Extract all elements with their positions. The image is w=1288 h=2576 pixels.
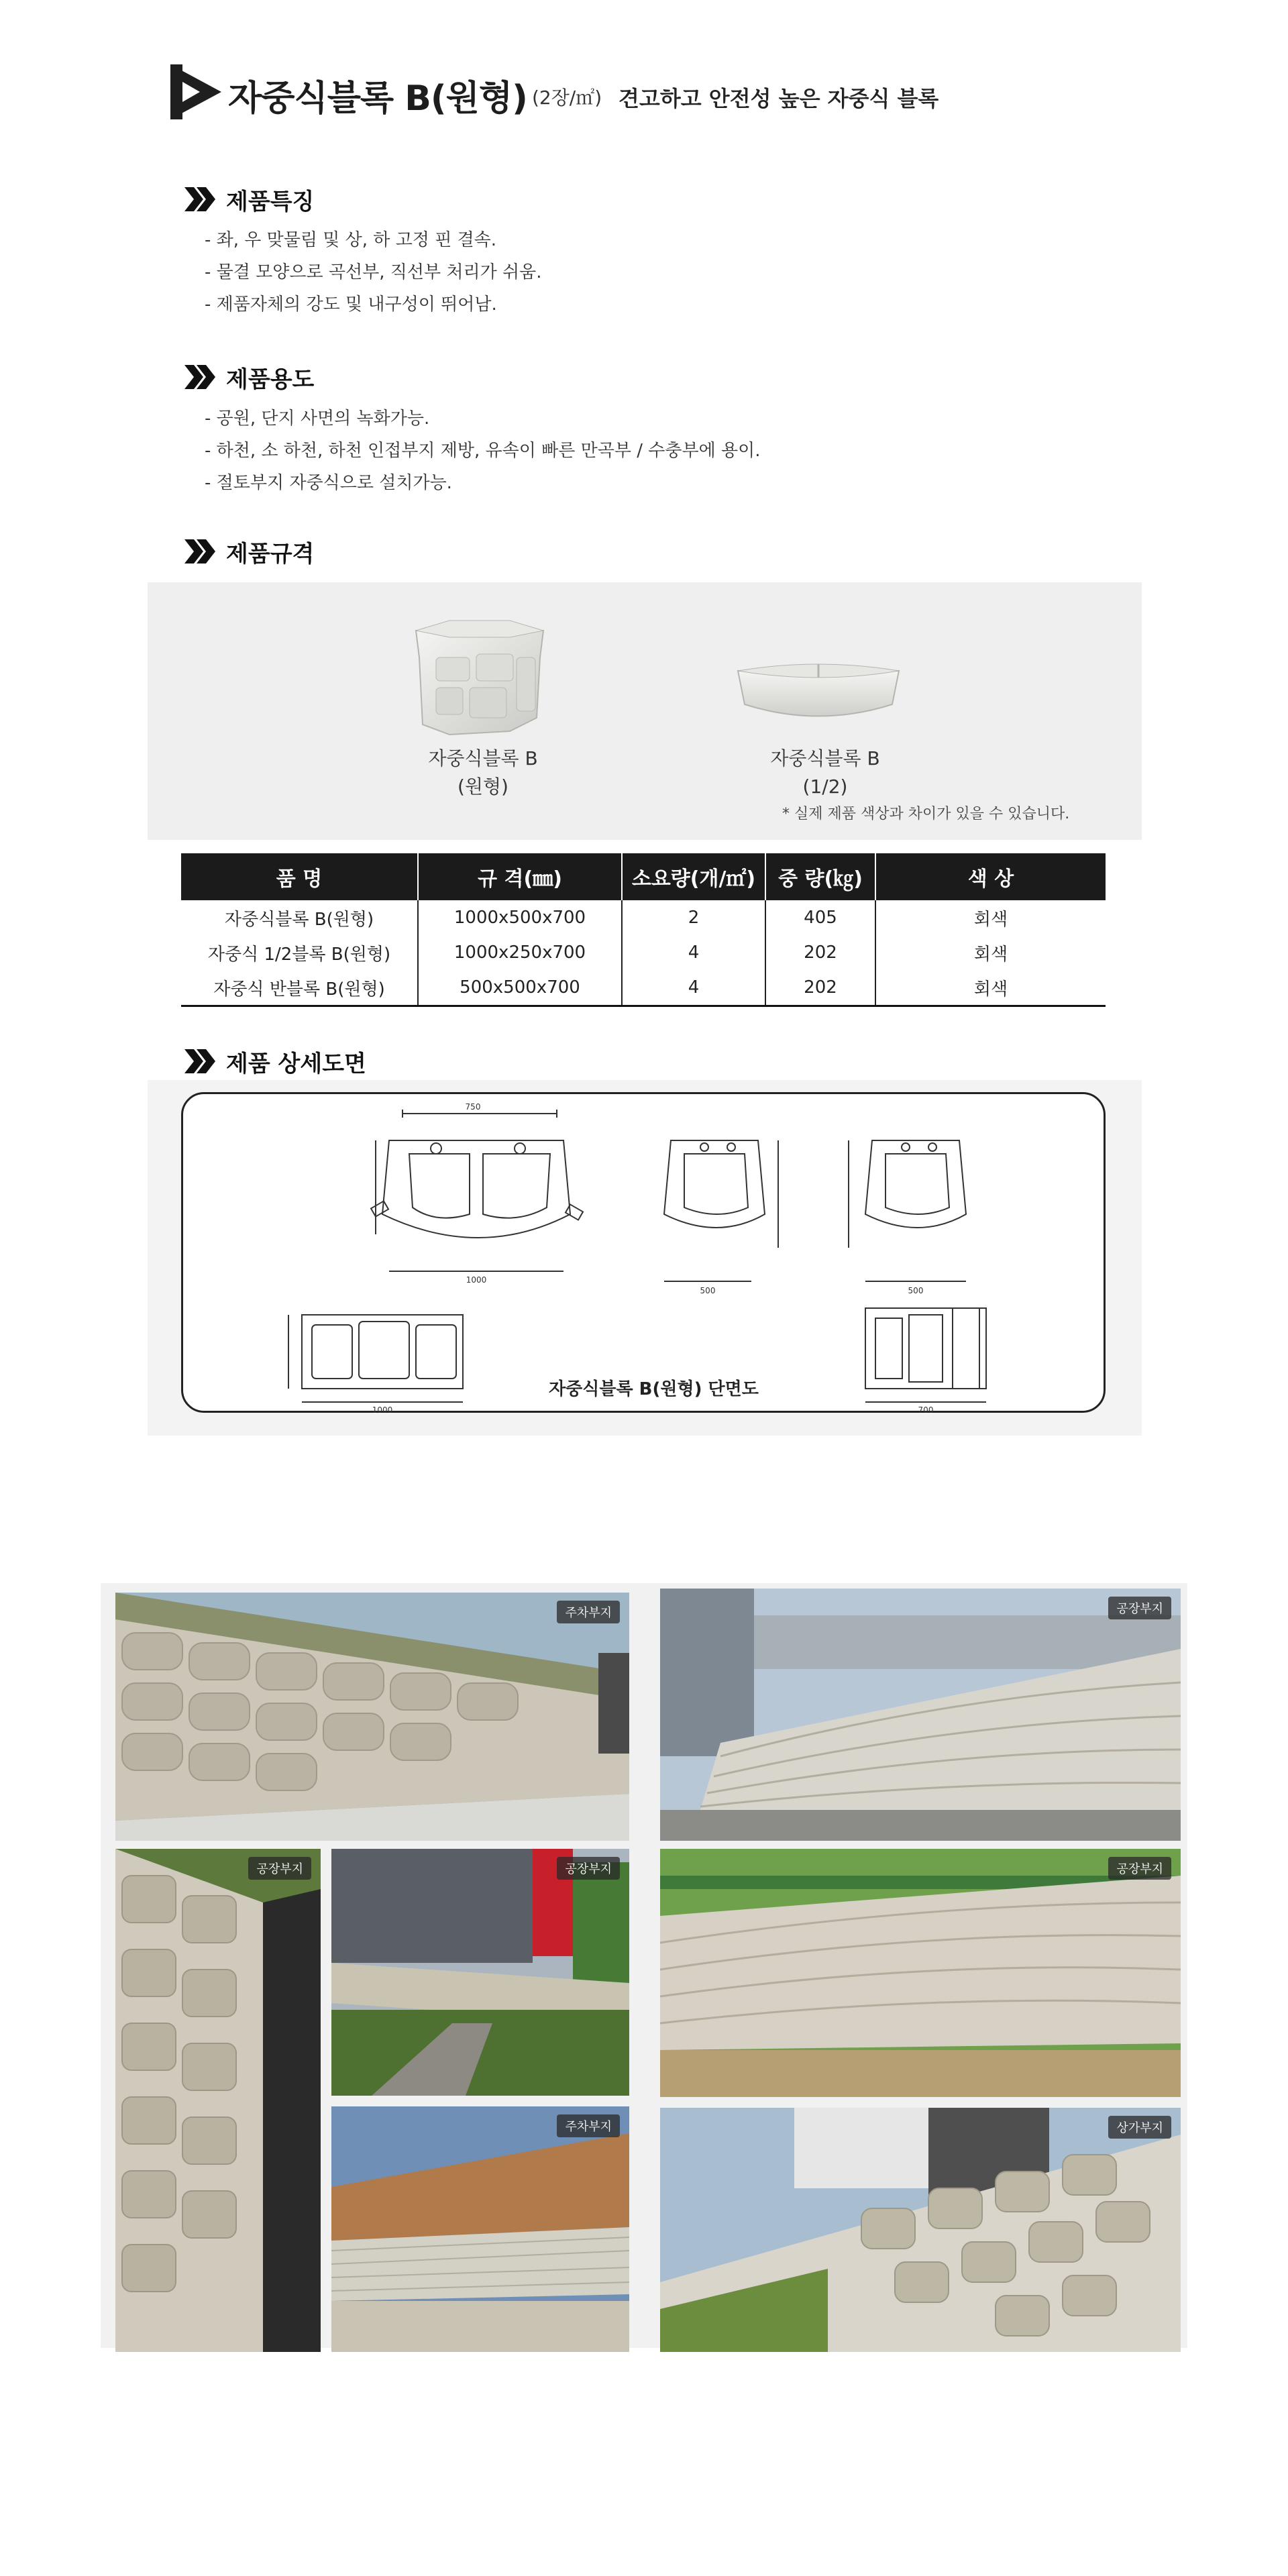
half-block-side-drawing bbox=[839, 1127, 986, 1295]
spec-image-panel bbox=[148, 582, 1142, 840]
photo-label: 공장부지 bbox=[1108, 1597, 1171, 1619]
site-photo-factory-3 bbox=[331, 1849, 629, 2096]
table-cell: 4 bbox=[622, 935, 765, 970]
dim-label-right: 500 bbox=[908, 1286, 924, 1295]
photo-label: 주차부지 bbox=[557, 2114, 620, 2137]
table-cell: 회색 bbox=[973, 909, 1008, 930]
title-description: 견고하고 안전성 높은 자중식 블록 bbox=[619, 86, 939, 111]
photo-label: 상가부지 bbox=[1108, 2116, 1171, 2139]
col-header-size: 규 격(㎜) bbox=[418, 853, 622, 900]
side-view-drawing bbox=[275, 1301, 476, 1415]
table-cell: 1000x500x700 bbox=[418, 900, 622, 935]
col-header-name: 품 명 bbox=[181, 853, 418, 900]
product2-name: 자중식블록 B bbox=[770, 747, 880, 769]
list-item: - 하천, 소 하천, 하천 인접부지 제방, 유속이 빠른 만곡부 / 수충부에 용이. bbox=[205, 441, 761, 461]
photo-label: 주차부지 bbox=[557, 1601, 620, 1623]
usage-heading-text: 제품용도 bbox=[226, 366, 315, 393]
features-heading bbox=[184, 184, 314, 214]
table-cell: 자중식 1/2블록 B(원형) bbox=[181, 935, 418, 970]
site-photo-factory-1 bbox=[660, 1589, 1181, 1841]
site-photo-commercial bbox=[660, 2108, 1181, 2352]
list-item: - 공원, 단지 사면의 녹화가능. bbox=[205, 409, 430, 429]
play-arrow-logo-icon bbox=[168, 62, 224, 122]
photo-label: 공장부지 bbox=[1108, 1857, 1171, 1880]
table-cell: 자중식 반블록 B(원형) bbox=[181, 970, 418, 1006]
product1-name: 자중식블록 B bbox=[428, 747, 538, 769]
photo-label: 공장부지 bbox=[557, 1857, 620, 1880]
usage-list bbox=[205, 402, 761, 499]
table-cell: 회색 bbox=[973, 944, 1008, 965]
col-header-weight: 중 량(㎏) bbox=[765, 853, 875, 900]
table-header-row bbox=[181, 853, 1106, 900]
table-cell: 202 bbox=[765, 935, 875, 970]
dim-label-end: 700 bbox=[918, 1405, 934, 1415]
usage-heading bbox=[184, 362, 314, 392]
chevron-right-icon bbox=[184, 1048, 217, 1075]
list-item: - 물결 모양으로 곡선부, 직선부 처리가 쉬움. bbox=[205, 262, 542, 282]
title-quantity: (2장/㎡) bbox=[532, 87, 602, 109]
list-item: - 절토부지 자중식으로 설치가능. bbox=[205, 473, 452, 493]
table-row bbox=[181, 900, 1106, 935]
drawing-caption: 자중식블록 B(원형) 단면도 bbox=[549, 1379, 759, 1399]
chevron-right-icon bbox=[184, 538, 217, 565]
half-block-drawing bbox=[651, 1127, 792, 1295]
site-photo-factory-2 bbox=[115, 1849, 321, 2352]
product2-caption bbox=[745, 745, 906, 801]
spec-heading bbox=[184, 537, 314, 566]
list-item: - 좌, 우 맞물림 및 상, 하 고정 핀 결속. bbox=[205, 230, 497, 250]
features-heading-text: 제품특징 bbox=[226, 188, 315, 215]
dim-label-side: 1000 bbox=[372, 1405, 393, 1415]
list-item: - 제품자체의 강도 및 내구성이 뛰어남. bbox=[205, 294, 497, 315]
color-note: * 실제 제품 색상과 차이가 있을 수 있습니다. bbox=[782, 806, 1070, 822]
site-photo-factory-4 bbox=[660, 1849, 1181, 2097]
features-list bbox=[205, 224, 541, 321]
table-cell: 4 bbox=[622, 970, 765, 1006]
site-photo-parking-2 bbox=[331, 2106, 629, 2352]
drawing-heading bbox=[184, 1046, 366, 1076]
table-cell: 1000x250x700 bbox=[418, 935, 622, 970]
table-cell: 405 bbox=[765, 900, 875, 935]
photo-label: 공장부지 bbox=[248, 1857, 311, 1880]
table-cell: 자중식블록 B(원형) bbox=[181, 900, 418, 935]
table-cell: 2 bbox=[622, 900, 765, 935]
page-title: 자중식블록 B(원형) bbox=[228, 78, 527, 119]
product2-variant: (1/2) bbox=[802, 775, 848, 798]
drawing-heading-text: 제품 상세도면 bbox=[226, 1050, 366, 1077]
table-cell: 500x500x700 bbox=[418, 970, 622, 1006]
dim-label-top: 750 bbox=[465, 1102, 481, 1112]
table-row bbox=[181, 935, 1106, 970]
block-b-round-image bbox=[409, 617, 550, 738]
col-header-color: 색 상 bbox=[875, 853, 1106, 900]
block-b-half-image bbox=[731, 657, 906, 731]
product1-variant: (원형) bbox=[458, 775, 508, 798]
spec-heading-text: 제품규격 bbox=[226, 540, 315, 568]
table-cell: 202 bbox=[765, 970, 875, 1006]
chevron-right-icon bbox=[184, 364, 217, 390]
table-row bbox=[181, 970, 1106, 1006]
spec-table bbox=[181, 853, 1106, 1007]
dim-label-bottom: 1000 bbox=[466, 1275, 487, 1285]
plan-view-drawing bbox=[362, 1100, 590, 1288]
table-cell: 회색 bbox=[875, 970, 1106, 1006]
site-photo-parking-1 bbox=[115, 1593, 629, 1841]
col-header-quantity: 소요량(개/㎡) bbox=[622, 853, 765, 900]
product1-caption bbox=[402, 745, 564, 801]
end-view-drawing bbox=[852, 1301, 1000, 1415]
dim-label-mid: 500 bbox=[700, 1286, 716, 1295]
chevron-right-icon bbox=[184, 186, 217, 213]
